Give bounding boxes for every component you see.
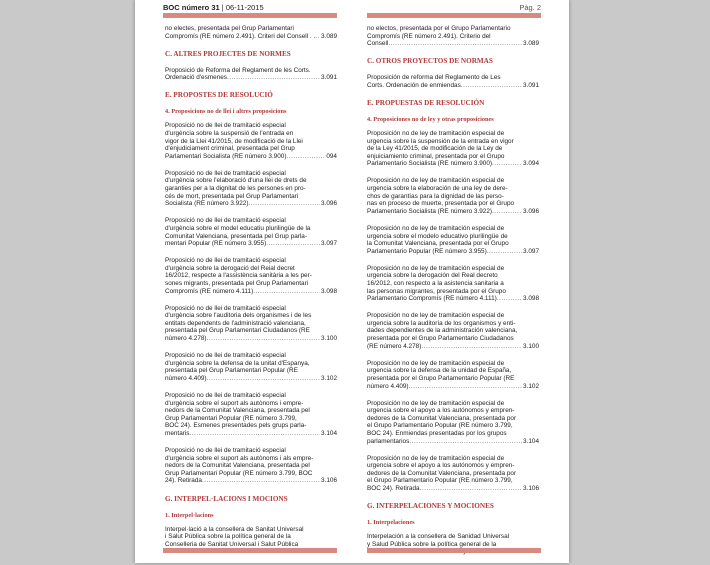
toc-entry: [367, 312, 539, 350]
entry-line: Corts. Ordenación de enmiendas: [367, 81, 461, 89]
toc-entry: [165, 25, 337, 40]
toc-entry: [165, 217, 337, 247]
entry-line: urgencia sobre la auditoría de los organismos y enti-: [367, 319, 516, 327]
entry-last-line: [165, 375, 337, 383]
entry-line: Compromís (RE número 2.491). Criterio del: [367, 32, 491, 40]
entry-line: Proposición no de ley de tramitación especial de: [367, 129, 505, 137]
entry-line: Proposició no de llei de tramitació especial: [165, 169, 286, 177]
leader-dots: [461, 82, 522, 90]
leader-dots: [190, 430, 320, 438]
entry-last-line: [165, 74, 337, 82]
entry-line: Socialista (RE número 3.922): [165, 200, 249, 208]
entry-line: urgencia sobre el apoyo a los autónomos y empren-: [367, 462, 515, 470]
entry-last-line: [165, 33, 337, 41]
entry-last-line: [165, 153, 337, 161]
leader-dots: [487, 248, 522, 256]
entry-line: dades dependientes de la administración valenciana,: [367, 327, 518, 335]
entry-line: las personas migrantes, presentada por el Grupo: [367, 287, 506, 295]
entry-page-number: 3.102: [523, 382, 539, 390]
entry-line: Proposició no de llei de tramitació especial: [165, 217, 286, 225]
entry-page-number: 3.094: [523, 160, 539, 168]
entry-line: Conselleria de Sanitat Universal i Salut Pública: [165, 540, 299, 548]
column-spanish: [367, 25, 539, 565]
entry-line: Proposición no de ley de tramitación especial de: [367, 359, 505, 367]
entry-last-line: [165, 288, 337, 296]
entry-line: d'urgència sobre la derogació del Reial decret: [165, 264, 295, 272]
entry-line: de la Ley 41/2015, de modificación de la Ley de: [367, 145, 503, 153]
toc-entry: [165, 170, 337, 208]
entry-page-number: 3.106: [523, 485, 539, 493]
entry-line: Proposición no de ley de tramitación especial de: [367, 454, 505, 462]
entry-last-line: [367, 208, 539, 216]
section-heading-e: E. PROPOSTES DE RESOLUCIÓ: [165, 91, 273, 100]
column-valencian: [165, 25, 337, 558]
entry-line: Proposición no de ley de tramitación especial de: [367, 224, 505, 232]
entry-line: Comunitat Valenciana, presentada pel Grup parla-: [165, 232, 307, 240]
entry-last-line: [165, 335, 337, 343]
entry-line: d'urgència sobre l'elaboració d'una llei de drets de: [165, 177, 307, 185]
header-rule-left: [163, 13, 337, 18]
entry-line: urgencia sobre la elaboración de una ley de dere-: [367, 185, 508, 193]
subsection-heading-4: 4. Proposiciones no de ley y otras proposiciones: [367, 115, 494, 123]
entry-line: urgencia sobre el modelo educativo plurilingüe de: [367, 232, 508, 240]
leader-dots: [227, 74, 320, 82]
entry-line: nedors de la Comunitat Valenciana, presentada pel: [165, 462, 310, 470]
subsection-heading-1: 1. Interpel·lacions: [165, 511, 214, 519]
entry-line: la Comunitat Valenciana, presentada por el Grupo: [367, 240, 509, 248]
entry-page-number: 3.100: [523, 342, 539, 350]
entry-last-line: [165, 477, 337, 485]
entry-line: Parlamentari Socialista (RE número 3.900): [165, 152, 287, 160]
leader-dots: [253, 288, 320, 296]
entry-line: Interpelación a la consellera de Sanidad Universal: [367, 533, 510, 541]
leader-dots: [492, 160, 522, 168]
entry-line: el Grupo Parlamentario Popular (RE número 3.799,: [367, 422, 513, 430]
entry-line: el Grupo Parlamentario Popular (RE número 3.799,: [367, 477, 513, 485]
entry-line: dedores de la Comunitat Valenciana, presentada por: [367, 414, 517, 422]
entry-line: sones migrants, presentada pel Grup Parlamentari: [165, 279, 309, 287]
footer-rule-right: [367, 548, 541, 553]
toc-entry: [367, 74, 539, 89]
toc-entry: [367, 225, 539, 255]
leader-dots: [420, 485, 522, 493]
entry-line: no electos, presentada por el Grupo Parlamentario: [367, 25, 511, 32]
subsection-heading-1: 1. Interpelaciones: [367, 519, 415, 527]
entry-line: entitats dependents de l'administració valenciana,: [165, 319, 306, 327]
footer-rule-left: [163, 548, 337, 553]
entry-line: d'urgència sobre la defensa de la unitat d'Espanya,: [165, 359, 310, 367]
toc-entry: [165, 305, 337, 343]
entry-line: presentada pel Grup Parlamentari Popular (RE: [165, 367, 298, 375]
toc-entry: [367, 265, 539, 303]
entry-last-line: [367, 160, 539, 168]
entry-line: d'urgència sobre el suport als autònoms i empre-: [165, 399, 304, 407]
entry-line: Proposición no de ley de tramitación especial de: [367, 399, 505, 407]
entry-line: (RE número 4.278): [367, 342, 422, 350]
entry-line: Proposición no de ley de tramitación especial de: [367, 312, 505, 320]
entry-line: Consell: [367, 40, 389, 48]
entry-line: Compromís (RE número 4.111): [165, 287, 254, 295]
entry-line: garanties per a la dignitat de les persones en pro-: [165, 185, 306, 193]
entry-page-number: 3.098: [523, 295, 539, 303]
toc-entry: [165, 67, 337, 82]
toc-entry: [367, 177, 539, 215]
entry-last-line: [367, 82, 539, 90]
entry-line: Proposició no de llei de tramitació especial: [165, 352, 286, 360]
entry-page-number: 3.096: [523, 207, 539, 215]
entry-page-number: 3.100: [321, 335, 337, 343]
leader-dots: [497, 295, 522, 303]
entry-line: nas en proceso de muerte, presentada por el Grupo: [367, 200, 515, 208]
leader-dots: [492, 208, 522, 216]
entry-page-number: 3.091: [321, 74, 337, 82]
leader-dots: [409, 383, 522, 391]
leader-dots: [286, 153, 325, 161]
section-heading-c: C. ALTRES PROJECTES DE NORMES: [165, 49, 291, 58]
entry-line: presentada pel Grup Parlamentari Ciudadanos (RE: [165, 327, 310, 335]
entry-line: presentada por el Grupo Parlamentario Popular (RE: [367, 374, 515, 382]
entry-line: 16/2012, con respecto a la asistencia sanitaria a: [367, 279, 504, 287]
entry-line: BOC 24). Retirada: [367, 485, 420, 493]
entry-line: parlamentarios: [367, 437, 410, 445]
entry-line: mentari Popular (RE número 3.955): [165, 240, 267, 248]
entry-line: cés de mort, presentada pel Grup Parlamentari: [165, 192, 299, 200]
entry-line: 24). Retirada: [165, 477, 202, 485]
entry-line: d'urgència sobre el suport als autònoms i als empre-: [165, 454, 314, 462]
entry-page-number: 3.096: [321, 200, 337, 208]
entry-line: urgencia sobre el apoyo a los autónomos y empren-: [367, 407, 515, 415]
leader-dots: [207, 335, 320, 343]
entry-line: d'urgència sobre el model educatiu plurilingüe de la: [165, 224, 311, 232]
toc-entry: [367, 130, 539, 168]
entry-page-number: 094: [326, 152, 337, 160]
entry-line: Proposició no de llei de tramitació especial: [165, 304, 286, 312]
entry-last-line: [367, 343, 539, 351]
leader-dots: [207, 375, 320, 383]
entry-line: Proposició no de llei de tramitació especial: [165, 122, 286, 130]
toc-entry: [165, 122, 337, 160]
document-page: [135, 0, 569, 563]
entry-line: urgencia sobre la derogación del Real decreto: [367, 272, 498, 280]
entry-line: Parlamentario Popular (RE número 3.955): [367, 247, 487, 255]
entry-line: no electes, presentada pel Grup Parlamentari: [165, 25, 294, 32]
header-rule-right: [367, 13, 541, 18]
publication-date: 06-11-2015: [225, 3, 264, 12]
entry-page-number: 3.097: [523, 247, 539, 255]
entry-line: y Salud Pública sobre la política general de la: [367, 540, 497, 548]
entry-line: Parlamentario Socialista (RE número 3.900): [367, 160, 493, 168]
entry-line: Parlamentario Socialista (RE número 3.922): [367, 207, 493, 215]
entry-page-number: 3.089: [321, 32, 337, 40]
publication-name: BOC número 31: [163, 3, 220, 12]
entry-line: Grup Parlamentari Popular (RE número 3.799, BOC: [165, 469, 313, 477]
leader-dots: [409, 438, 522, 446]
leader-dots: [421, 343, 522, 351]
entry-line: 16/2012, respecte a l'assistència sanitària a les per-: [165, 272, 312, 280]
entry-line: enjuiciamiento criminal, presentada por el Grupo: [367, 152, 505, 160]
leader-dots: [388, 40, 522, 48]
leader-dots: [202, 477, 320, 485]
entry-last-line: [367, 248, 539, 256]
entry-last-line: [367, 438, 539, 446]
leader-dots: [266, 240, 320, 248]
entry-line: mentaris: [165, 429, 190, 437]
entry-line: i Salut Pública sobre la política general de la: [165, 533, 291, 541]
toc-entry: [367, 360, 539, 390]
entry-line: Grup Parlamentari Popular (RE número 3.799,: [165, 414, 297, 422]
entry-last-line: [367, 40, 539, 48]
entry-page-number: 3.089: [523, 40, 539, 48]
entry-last-line: [165, 200, 337, 208]
section-heading-c: C. OTROS PROYECTOS DE NORMAS: [367, 57, 493, 66]
entry-line: dedores de la Comunitat Valenciana, presentada por: [367, 469, 517, 477]
entry-line: número 4.278): [165, 335, 207, 343]
entry-page-number: 3.104: [523, 437, 539, 445]
section-heading-e: E. PROPUESTAS DE RESOLUCIÓN: [367, 98, 485, 107]
entry-page-number: 3.106: [321, 477, 337, 485]
entry-line: Proposició no de llei de tramitació especial: [165, 447, 286, 455]
entry-page-number: 3.098: [321, 287, 337, 295]
entry-page-number: 3.102: [321, 374, 337, 382]
subsection-heading-4: 4. Proposicions no de llei i altres proposicions: [165, 108, 287, 116]
entry-page-number: 3.097: [321, 240, 337, 248]
toc-entry: [367, 25, 539, 48]
toc-entry: [165, 392, 337, 438]
toc-entry: [165, 526, 337, 549]
entry-line: Compromís (RE número 2.491). Criteri del Consell . .: [165, 32, 316, 40]
toc-entry: [165, 257, 337, 295]
entry-page-number: 3.091: [523, 81, 539, 89]
toc-entry: [367, 400, 539, 446]
entry-line: número 4.409): [165, 374, 207, 382]
entry-last-line: [165, 430, 337, 438]
entry-line: Proposició no de llei de tramitació especial: [165, 392, 286, 399]
entry-last-line: [367, 295, 539, 303]
entry-line: urgencia sobre la suspensión de la entrada en vigor: [367, 137, 514, 145]
entry-line: BOC 24). Enmiendas presentadas por los grupos: [367, 429, 507, 437]
entry-page-number: 3.104: [321, 429, 337, 437]
entry-line: nedors de la Comunitat Valenciana, presentada pel: [165, 407, 310, 415]
leader-dots: [248, 200, 320, 208]
toc-entry: [165, 352, 337, 382]
entry-line: urgencia sobre la defensa de la unidad de España,: [367, 367, 512, 375]
entry-line: d'urgència sobre la suspensió de l'entrada en: [165, 129, 294, 137]
entry-line: vigor de la Llei 41/2015, de modificació de la Llei: [165, 137, 303, 145]
entry-line: presentada por el Grupo Parlamentario Ciudadanos: [367, 335, 514, 343]
page-number: Pàg. 2: [519, 3, 541, 12]
entry-line: d'urgència sobre l'auditoria dels organismes i de les: [165, 312, 312, 320]
entry-line: número 4.409): [367, 382, 409, 390]
entry-line: Proposición no de ley de tramitación especial de: [367, 177, 505, 185]
entry-line: BOC 24). Esmenes presentades pels grups parla-: [165, 422, 307, 430]
entry-line: Interpel·lació a la consellera de Sanitat Universal: [165, 525, 304, 533]
entry-line: Proposició de Reforma del Reglament de les Corts.: [165, 66, 311, 74]
entry-last-line: [367, 485, 539, 493]
header-separator: |: [221, 3, 224, 12]
entry-line: d'enjudiciament criminal, presentada pel Grup: [165, 145, 295, 153]
entry-last-line: [165, 240, 337, 248]
toc-entry: [367, 455, 539, 493]
entry-line: Parlamentario Compromís (RE número 4.111): [367, 295, 497, 303]
toc-entry: [165, 447, 337, 485]
entry-line: Proposició no de llei de tramitació especial: [165, 257, 286, 265]
entry-line: Proposición no de ley de tramitación especial de: [367, 264, 505, 272]
section-heading-g: G. INTERPELACIONES Y MOCIONES: [367, 502, 494, 511]
entry-line: chos de garantías para la dignidad de las perso-: [367, 192, 504, 200]
entry-line: Ordenació d'esmenes: [165, 74, 227, 82]
section-heading-g: G. INTERPEL·LACIONS I MOCIONS: [165, 494, 288, 503]
entry-line: Proposición de reforma del Reglamento de Les: [367, 74, 501, 82]
entry-last-line: [367, 383, 539, 391]
